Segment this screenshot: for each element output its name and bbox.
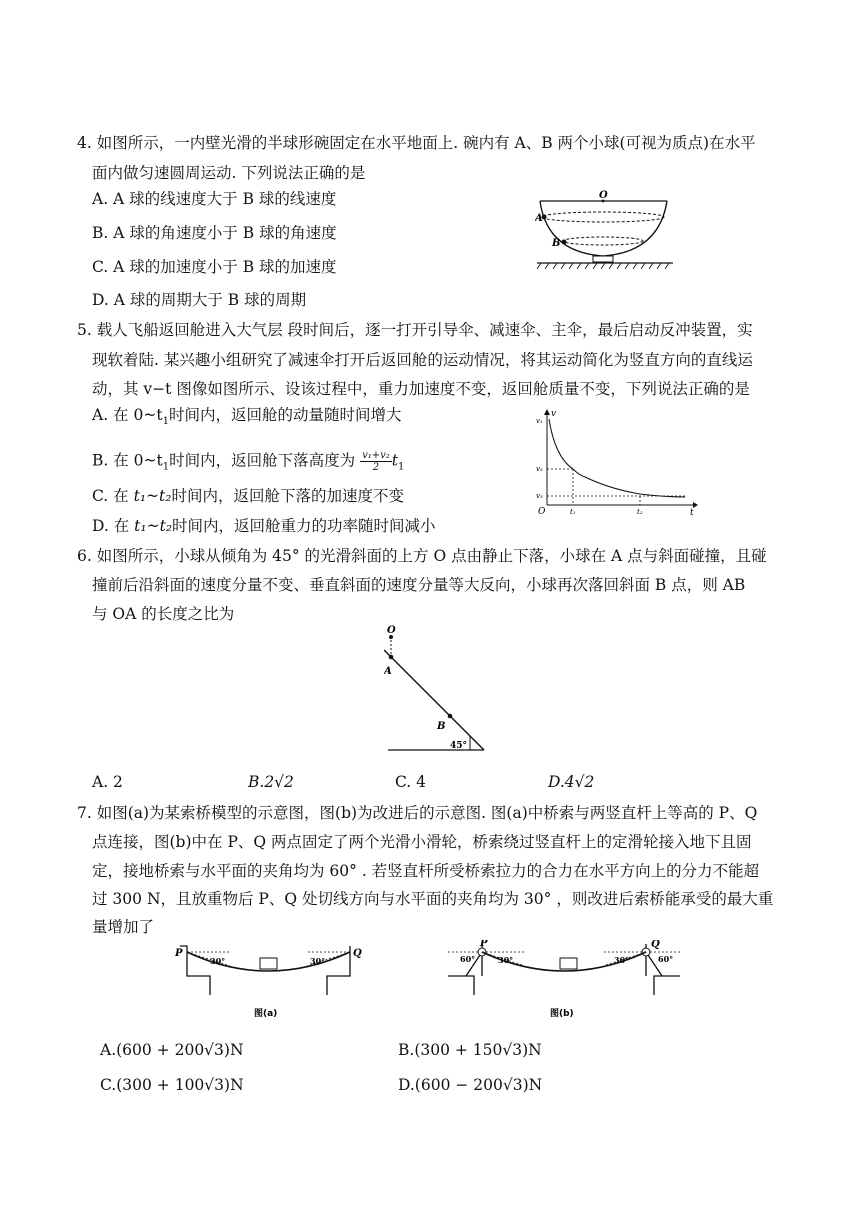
q7-option-b: B.(300 + 150√3)N [398,1041,542,1059]
q5-height-fraction: $\frac{\text{v₁+v₂}}{2}$ [362,450,390,473]
q6-incline-figure [384,620,494,755]
svg-text:v₂: v₂ [536,465,543,473]
svg-text:O: O [538,507,546,515]
q7-option-a: A.(600 + 200√3)N [100,1041,244,1059]
q7-figure-b [444,940,684,1025]
q6-stem-line2: 撞前后沿斜面的速度分量不变、垂直斜面的速度分量等大反向，小球再次落回斜面 B 点，则 AB [92,576,746,594]
svg-text:t₂: t₂ [637,508,643,515]
svg-text:Q: Q [651,940,660,950]
svg-text:30°: 30° [498,955,514,965]
svg-text:t₁: t₁ [570,508,576,515]
q7-stem-line2: 点连接，图(b)中在 P、Q 两点固定了两个光滑小滑轮，桥索绕过竖直杆上的定滑轮接入地下且固 [92,833,752,851]
q6-option-b: B.2√2 [248,773,294,791]
q5-stem-line2: 现软着陆. 某兴趣小组研究了减速伞打开后返回舱的运动情况，将其运动简化为竖直方向的直线运 [92,351,753,369]
q4-option-a: A. A 球的线速度大于 B 球的线速度 [92,190,337,208]
q5-option-a: A. 在 $0\sim t_1$时间内，返回舱的动量随时间增大 [92,406,402,428]
svg-text:30°: 30° [210,956,226,966]
svg-text:P: P [480,940,488,949]
label-a: A [535,213,543,224]
svg-text:B: B [437,721,446,732]
ball-b [562,240,567,245]
svg-text:30°: 30° [614,955,630,965]
q6-stem-line1: 6. 如图所示，小球从倾角为 45° 的光滑斜面的上方 O 点由静止下落，小球在 A 点与斜面碰撞，且碰 [77,547,767,565]
svg-text:Q: Q [353,948,362,959]
q5-option-c: C. 在 t₁~t₂时间内，返回舱下落的加速度不变 [92,487,404,505]
q7-stem-line4: 过 300 N，且放重物后 P、Q 处切线方向与水平面的夹角均为 30° ，则改进后索桥能承受的最大重 [92,890,774,908]
q5-stem-line1: 5. 载人飞船返回舱进入大气层 段时间后，逐一打开引导伞、减速伞、主伞，最后启动反冲装置，实 [77,321,753,339]
q7-option-d: D.(600 − 200√3)N [398,1076,543,1094]
svg-text:O: O [387,625,396,636]
q5-stem-line3: 动，其 v−t 图像如图所示、设该过程中，重力加速度不变，返回舱质量不变，下列说法正确的是 [92,380,750,398]
q7-stem-line5: 量增加了 [92,918,155,936]
svg-text:60°: 60° [460,954,476,964]
q6-option-a: A. 2 [92,773,123,791]
q6-stem-line3: 与 OA 的长度之比为 [92,605,235,623]
svg-text:v₁: v₁ [536,417,543,425]
svg-text:A: A [384,666,392,677]
svg-text:图(a): 图(a) [254,1009,278,1019]
q4-option-d: D. A 球的周期大于 B 球的周期 [92,291,307,309]
q4-option-b: B. A 球的角速度小于 B 球的角速度 [92,224,337,242]
label-b: B [552,238,561,249]
q6-option-c: C. 4 [395,773,427,791]
svg-text:P: P [175,948,183,959]
label-o: O [599,190,608,201]
svg-text:v: v [551,409,557,419]
q7-figure-a [172,940,372,1025]
q5-option-b: B. 在 $0\sim t_1$时间内，返回舱下落高度为 $\frac{\text{v₁+v₂}}{2}$ $t_1$ [92,450,405,473]
q5-vt-graph [535,407,700,515]
q4-option-c: C. A 球的加速度小于 B 球的加速度 [92,258,337,276]
svg-text:60°: 60° [658,954,674,964]
q7-stem-line3: 定，接地桥索与水平面的夹角均为 60° . 若竖直杆所受桥索拉力的合力在水平方向上的分力不能超 [92,862,760,880]
q5-option-d: D. 在 t₁~t₂时间内，返回舱重力的功率随时间减小 [92,517,436,535]
svg-text:图(b): 图(b) [550,1009,574,1019]
q4-stem-line2: 面内做匀速圆周运动. 下列说法正确的是 [92,164,366,182]
q4-stem-line1: 4. 如图所示，一内壁光滑的半球形碗固定在水平地面上. 碗内有 A、B 两个小球(可视为质点)在水平 [77,134,756,152]
q7-stem-line1: 7. 如图(a)为某索桥模型的示意图，图(b)为改进后的示意图. 图(a)中桥索与两竖直杆上等高的 P、Q [77,804,758,822]
svg-text:30°: 30° [310,956,326,966]
svg-text:45°: 45° [450,741,468,751]
svg-text:v₃: v₃ [536,492,543,500]
q7-option-c: C.(300 + 100√3)N [100,1076,244,1094]
svg-text:t: t [690,508,694,515]
q6-option-d: D.4√2 [548,773,595,791]
q4-bowl-figure [535,190,675,272]
